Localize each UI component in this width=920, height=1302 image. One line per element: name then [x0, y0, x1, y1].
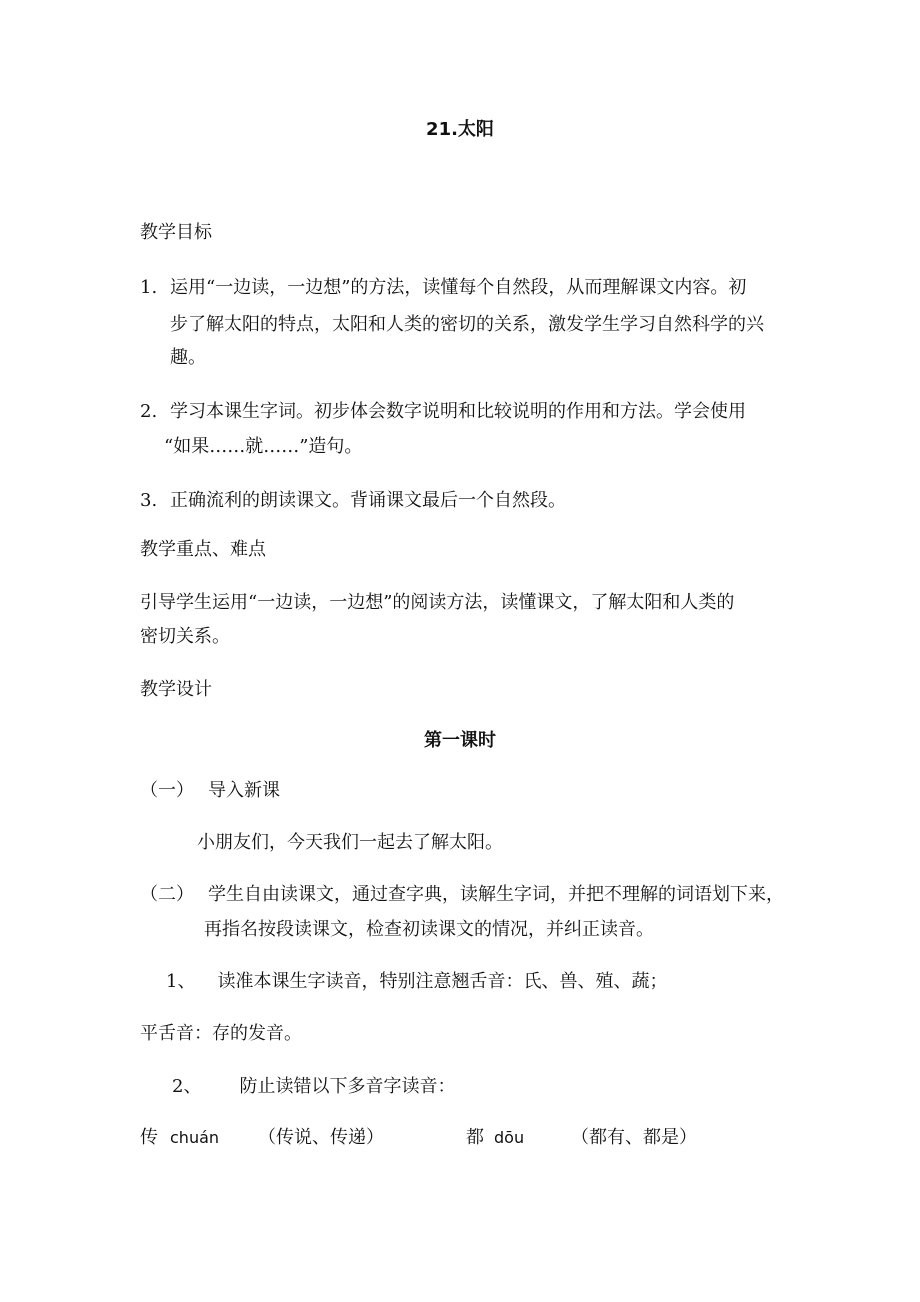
polyphone-entry — [466, 1126, 524, 1150]
key-points-text: 密切关系。 — [140, 626, 230, 647]
objective-number: 3. — [140, 490, 158, 511]
objective-text: 运用“一边读，一边想”的方法，读懂每个自然段，从而理解课文内容。初 — [170, 277, 747, 298]
step-text: 读准本课生字读音，特别注意翘舌音：氏、兽、殖、蔬； — [217, 971, 668, 992]
lesson-period-title: 第一课时 — [424, 730, 496, 751]
polyphone-pinyin: dōu — [494, 1128, 525, 1147]
objective-text: 学习本课生字词。初步体会数字说明和比较说明的作用和方法。学会使用 — [170, 401, 746, 422]
step-text: 防止读错以下多音字读音： — [239, 1076, 456, 1097]
polyphone-char: 传 — [140, 1127, 158, 1148]
section-2-text: 再指名按段读课文，检查初读课文的情况，并纠正读音。 — [204, 919, 654, 940]
section-2 — [140, 883, 784, 907]
objective-text: “如果……就……”造句。 — [164, 436, 363, 457]
step-number: 2、 — [172, 1076, 202, 1097]
objective-text: 正确流利的朗读课文。背诵课文最后一个自然段。 — [170, 490, 566, 511]
polyphone-entry — [140, 1126, 219, 1150]
objective-number: 2. — [140, 401, 158, 422]
step-1-continued: 平舌音：存的发音。 — [140, 1023, 302, 1044]
section-label: （一） — [140, 780, 194, 801]
section-text: 学生自由读课文，通过查字典，读解生字词，并把不理解的词语划下来， — [208, 884, 784, 905]
section-1 — [140, 779, 280, 803]
objectives-heading: 教学目标 — [140, 222, 212, 243]
section-title: 导入新课 — [208, 780, 280, 801]
objective-number: 1. — [140, 277, 158, 298]
step-1 — [166, 970, 667, 994]
objective-item-1 — [140, 276, 746, 300]
section-label: （二） — [140, 884, 194, 905]
objective-text: 步了解太阳的特点，太阳和人类的密切的关系，激发学生学习自然科学的兴 — [170, 314, 764, 335]
lesson-heading: 21.太阳 — [426, 119, 494, 140]
polyphone-examples: （传说、传递） — [258, 1127, 384, 1148]
polyphone-pinyin: chuán — [170, 1128, 220, 1147]
step-2 — [172, 1075, 455, 1099]
design-heading: 教学设计 — [140, 679, 212, 700]
key-points-text: 引导学生运用“一边读，一边想”的阅读方法，读懂课文，了解太阳和人类的 — [140, 592, 735, 613]
objective-item-2 — [140, 400, 746, 424]
polyphone-char: 都 — [466, 1127, 484, 1148]
objective-text: 趣。 — [170, 347, 206, 368]
polyphone-examples: （都有、都是） — [571, 1127, 697, 1148]
key-points-heading: 教学重点、难点 — [140, 539, 266, 560]
section-1-text: 小朋友们，今天我们一起去了解太阳。 — [197, 832, 503, 853]
step-number: 1、 — [166, 971, 196, 992]
objective-item-3 — [140, 489, 566, 513]
